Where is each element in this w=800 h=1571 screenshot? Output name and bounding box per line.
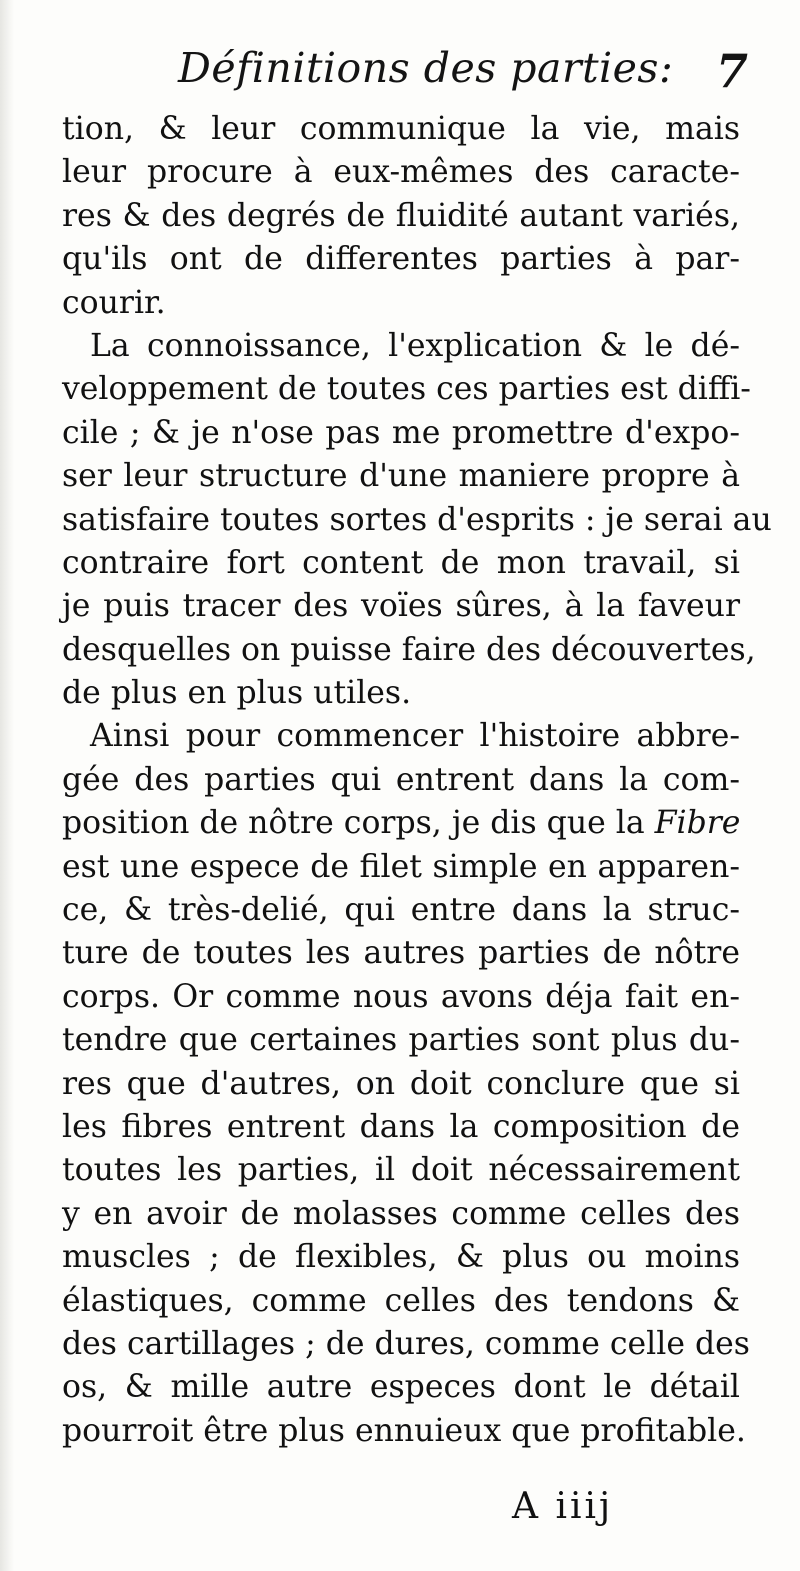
text-line: os, & mille autre especes dont le détail [62, 1369, 740, 1406]
paragraph-1 [62, 108, 740, 325]
text-line: y en avoir de molasses comme celles des [62, 1195, 740, 1232]
text-line: contraire fort content de mon travail, si [62, 544, 740, 581]
paragraph-3 [62, 715, 750, 1453]
text-line: de plus en plus utiles. [62, 675, 412, 712]
text-line: gée des parties qui entrent dans la com- [62, 761, 740, 798]
text-line: leur procure à eux-mêmes des caracte- [62, 154, 740, 191]
text-line: tendre que certaines parties sont plus du- [62, 1022, 740, 1059]
text-line: Ainsi pour commencer l'histoire abbre- [90, 718, 740, 755]
paragraph-2 [62, 325, 772, 716]
text-line: les fibres entrent dans la composition de [62, 1108, 740, 1145]
text-line: toutes les parties, il doit nécessairement [62, 1152, 740, 1189]
text-line: élastiques, comme celles des tendons & [62, 1282, 740, 1319]
text-line: qu'ils ont de differentes parties à par- [62, 241, 740, 278]
text-line: res & des degrés de fluidité autant variés, [62, 197, 740, 234]
text-line: est une espece de filet simple en apparen- [62, 848, 740, 885]
text-line: veloppement de toutes ces parties est diffi- [62, 371, 751, 408]
text-line-with-term [62, 802, 740, 845]
text-line: cile ; & je n'ose pas me promettre d'expo- [62, 414, 740, 451]
text-line: des cartillages ; de dures, comme celle des [62, 1325, 750, 1362]
running-title: Définitions des parties: [178, 44, 674, 92]
page-number: 7 [715, 44, 748, 98]
text-line: satisfaire toutes sortes d'esprits : je serai au [62, 501, 772, 538]
text-line: La connoissance, l'explication & le dé- [90, 327, 740, 364]
italic-term: Fibre [654, 805, 741, 842]
text-line: ture de toutes les autres parties de nôtre [62, 935, 740, 972]
signature-mark: A iiij [512, 1486, 614, 1527]
text-line: muscles ; de flexibles, & plus ou moins [62, 1239, 740, 1276]
text-line: desquelles on puisse faire des découvertes, [62, 631, 756, 668]
text-line: tion, & leur communique la vie, mais [62, 111, 740, 147]
body-text [62, 108, 772, 1453]
text-line: pourroit être plus ennuieux que profitable. [62, 1412, 746, 1449]
text-line: res que d'autres, on doit conclure que si [62, 1065, 740, 1102]
page-header [60, 44, 748, 100]
text-line: ce, & très-delié, qui entre dans la struc- [62, 892, 740, 929]
text-line: corps. Or comme nous avons déja fait en- [62, 978, 740, 1015]
text-line: je puis tracer des voïes sûres, à la faveur [62, 588, 740, 625]
line-text: position de nôtre corps, je dis que la [62, 805, 645, 842]
text-line: courir. [62, 284, 166, 321]
text-line: ser leur structure d'une maniere propre à [62, 458, 740, 495]
